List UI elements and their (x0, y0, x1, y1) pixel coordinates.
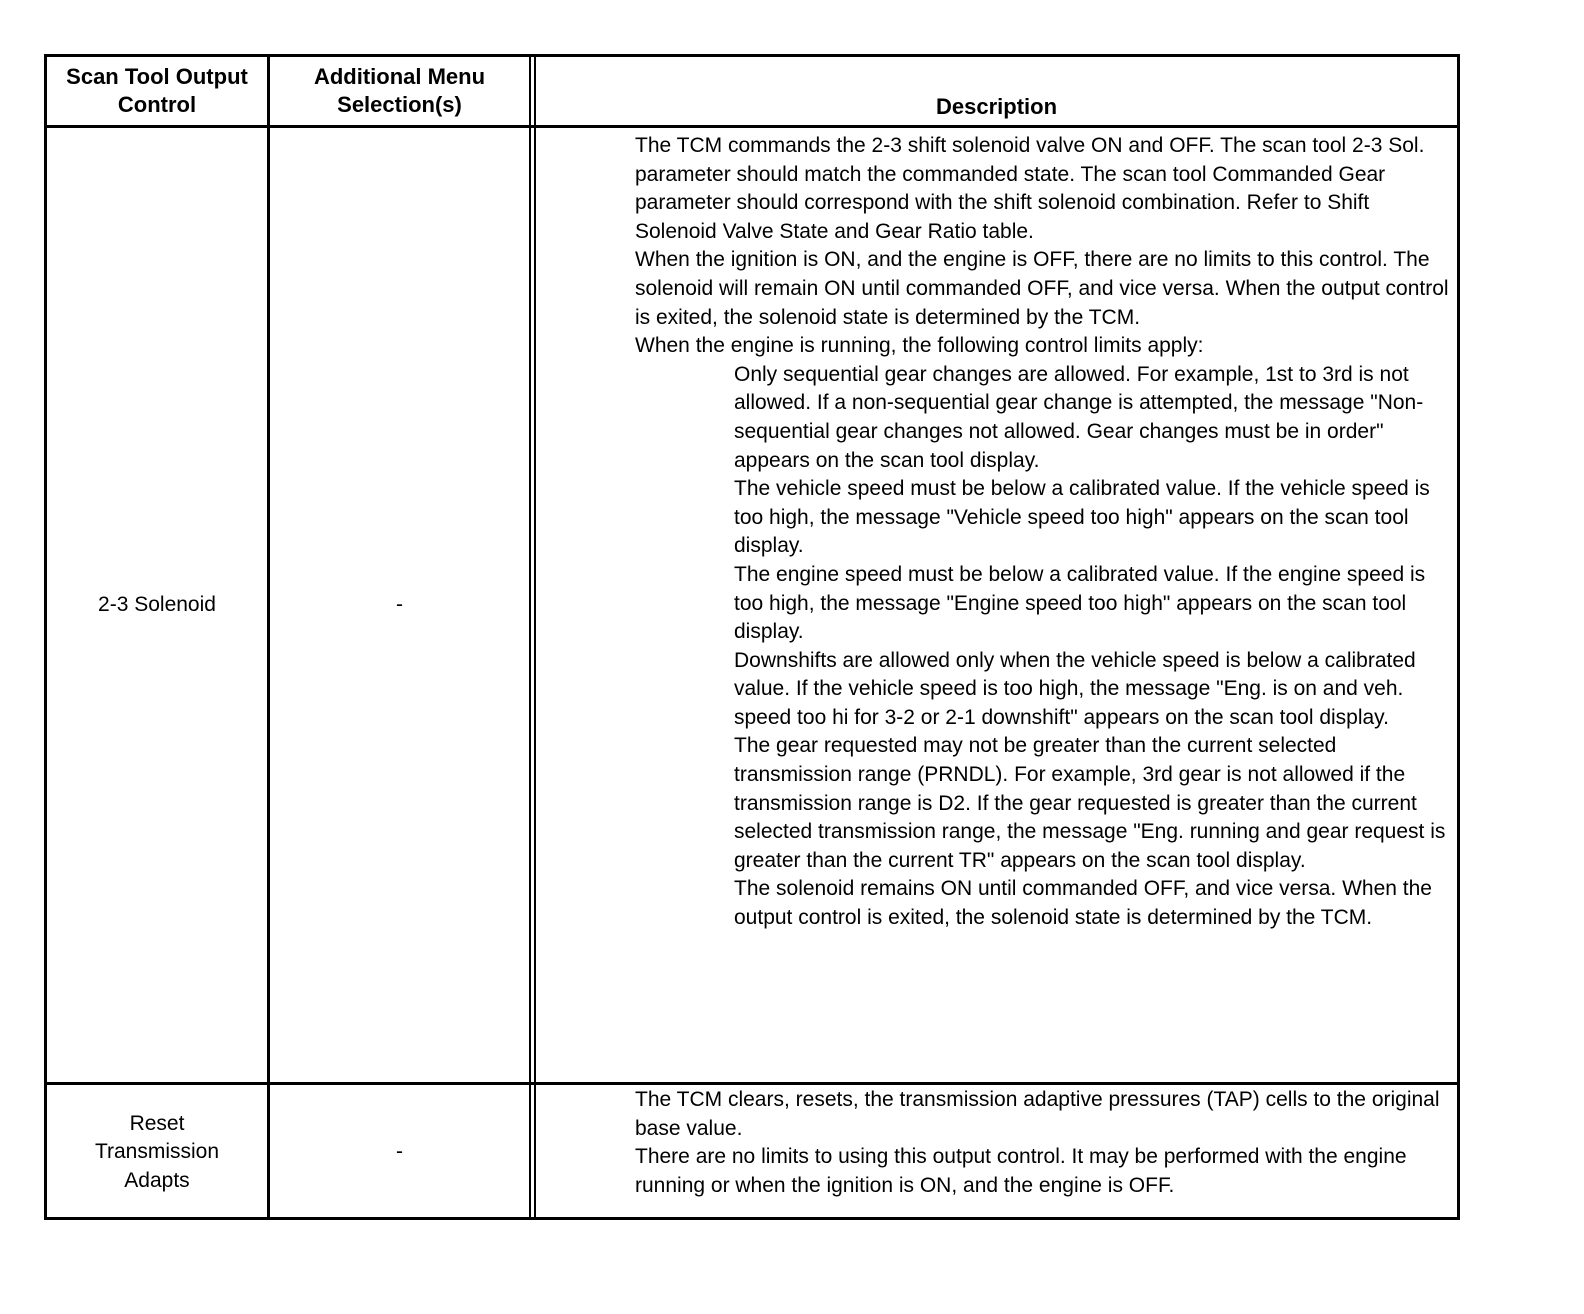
header-text: Description (935, 94, 1058, 119)
header-scan-tool-output-control (47, 57, 267, 125)
row-menu-selection-cell (270, 128, 529, 1082)
header-text: Scan Tool Output (66, 64, 248, 89)
description-limit-item: The engine speed must be below a calibrated value. If the engine speed is too high, the message "Engine speed too high" appears on the scan tool display. (734, 562, 1426, 644)
row-control-cell (47, 128, 267, 1082)
row-description-cell (635, 1086, 1455, 1200)
row-control-cell (47, 1085, 267, 1220)
header-text: Control (117, 92, 197, 117)
description-paragraph: The TCM commands the 2-3 shift solenoid valve ON and OFF. The scan tool 2-3 Sol. parameter should match the commanded state. The scan tool Commanded Gear parameter should correspond with the shift solenoid combination. Refer to Shift Solenoid Valve State and Gear Ratio table. (635, 134, 1425, 243)
row-menu-selection-cell (270, 1085, 529, 1220)
description-limit-item: The solenoid remains ON until commanded OFF, and vice versa. When the output control is exited, the solenoid state is determined by the TCM. (734, 877, 1432, 930)
description-paragraph: When the ignition is ON, and the engine is OFF, there are no limits to this control. The solenoid will remain ON until commanded OFF, and vice versa. When the output control is exited, the solenoid state is determined by the TCM. (635, 248, 1449, 329)
control-name: 2-3 Solenoid (98, 592, 216, 616)
description-limit-item: The vehicle speed must be below a calibrated value. If the vehicle speed is too high, the message "Vehicle speed too high" appears on the scan tool display. (734, 477, 1430, 558)
description-limit-item: Only sequential gear changes are allowed. For example, 1st to 3rd is not allowed. If a non-sequential gear change is attempted, the message "Non-sequential gear changes not allowed. Gear changes must be in order" appears on the scan tool display. (734, 362, 1424, 472)
description-limit-item: Downshifts are allowed only when the vehicle speed is below a calibrated value. If the vehicle speed is too high, the message "Eng. is on and veh. speed too hi for 3-2 or 2-1 downshift" appears on the scan tool display. (734, 648, 1416, 729)
control-name: Adapts (124, 1168, 190, 1192)
header-text: Additional Menu (313, 64, 486, 89)
column-divider (534, 57, 536, 1217)
description-paragraph: When the engine is running, the following control limits apply: (635, 334, 1204, 358)
menu-selection-value: - (396, 592, 403, 616)
menu-selection-value: - (396, 1140, 403, 1164)
description-paragraph: The TCM clears, resets, the transmission adaptive pressures (TAP) cells to the original base value. (635, 1088, 1440, 1140)
header-additional-menu-selections (270, 57, 529, 125)
control-name: Reset (129, 1111, 185, 1135)
row-description-cell (635, 132, 1455, 933)
description-paragraph: There are no limits to using this output control. It may be performed with the engine running or when the ignition is ON, and the engine is OFF. (635, 1145, 1407, 1197)
header-text: Selection(s) (337, 92, 462, 117)
column-divider (529, 57, 531, 1217)
output-control-table (44, 54, 1460, 1220)
header-description (536, 57, 1457, 125)
description-limit-item: The gear requested may not be greater than the current selected transmission range (PRNDL). For example, 3rd gear is not allowed if the transmission range is D2. If the gear requested is greater than the current selected transmission range, the message "Eng. running and gear request is greater than the current TR" appears on the scan tool display. (734, 734, 1446, 872)
control-name: Transmission (94, 1140, 220, 1164)
